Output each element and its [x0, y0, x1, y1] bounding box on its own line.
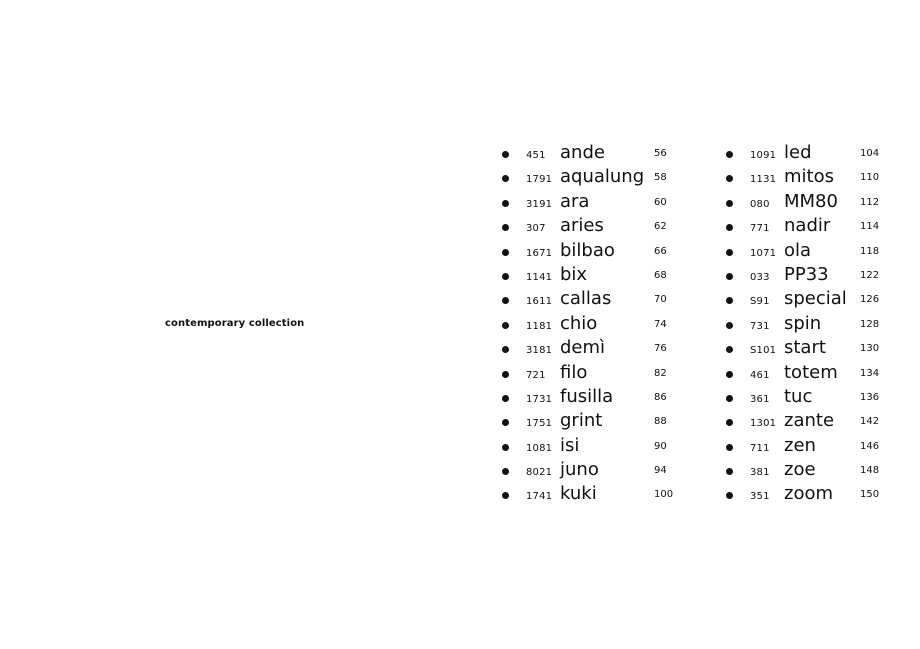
- product-name: ande: [560, 142, 605, 163]
- product-code: 1301: [750, 418, 777, 430]
- product-code: 1181: [526, 320, 553, 332]
- product-name: callas: [560, 288, 612, 310]
- bullet-icon: [726, 249, 733, 256]
- product-code: 451: [526, 150, 546, 161]
- product-code: 1131: [750, 174, 777, 186]
- index-entry: [722, 386, 920, 410]
- bullet-icon: [502, 200, 509, 207]
- index-entry: [498, 410, 698, 434]
- product-name: fusilla: [560, 385, 614, 407]
- index-entry: [498, 483, 698, 507]
- index-entry: [722, 288, 920, 312]
- index-entry: [498, 240, 698, 264]
- index-entry: [498, 459, 698, 483]
- product-name: bix: [560, 263, 588, 285]
- bullet-icon: [502, 273, 509, 280]
- product-code: 461: [750, 369, 770, 381]
- product-code: 1081: [526, 442, 553, 454]
- index-entry: [722, 215, 920, 239]
- page-number: 148: [860, 465, 880, 477]
- bullet-icon: [502, 492, 509, 499]
- page-number: 128: [860, 318, 880, 330]
- product-name: bilbao: [560, 239, 615, 261]
- product-code: 1791: [526, 174, 553, 186]
- product-name: juno: [560, 459, 599, 481]
- page-number: 68: [654, 269, 667, 281]
- bullet-icon: [726, 322, 733, 329]
- page-number: 122: [860, 269, 880, 281]
- index-entry: [498, 313, 698, 337]
- product-name: demì: [560, 337, 606, 359]
- bullet-icon: [502, 444, 509, 451]
- product-code: 3181: [526, 345, 553, 357]
- index-entry: [722, 264, 920, 288]
- bullet-icon: [726, 224, 733, 231]
- product-name: tuc: [784, 385, 813, 407]
- product-code: 771: [750, 223, 770, 235]
- bullet-icon: [502, 175, 509, 182]
- page-number: 126: [860, 294, 880, 306]
- product-name: ola: [784, 239, 812, 261]
- index-entry: [498, 264, 698, 288]
- index-entry: [722, 435, 920, 459]
- product-code: 731: [750, 320, 770, 332]
- product-name: led: [784, 142, 812, 163]
- product-name: aqualung: [560, 166, 645, 188]
- page-number: 100: [654, 489, 674, 501]
- product-code: 1141: [526, 271, 553, 283]
- product-code: 1741: [526, 491, 553, 503]
- index-entry: [722, 337, 920, 361]
- product-name: zante: [784, 410, 835, 432]
- page-number: 60: [654, 196, 667, 208]
- page-number: 66: [654, 245, 667, 257]
- bullet-icon: [502, 371, 509, 378]
- index-entry: [498, 386, 698, 410]
- product-code: 3191: [526, 198, 553, 210]
- product-code: 1671: [526, 247, 553, 259]
- product-name: MM80: [784, 190, 838, 212]
- index-entry: [722, 240, 920, 264]
- bullet-icon: [502, 224, 509, 231]
- bullet-icon: [726, 468, 733, 475]
- bullet-icon: [726, 419, 733, 426]
- bullet-icon: [502, 468, 509, 475]
- page-number: 142: [860, 416, 880, 428]
- product-name: mitos: [784, 166, 834, 188]
- index-entry: [498, 191, 698, 215]
- product-code: 381: [750, 467, 770, 479]
- index-entry: [722, 142, 920, 166]
- index-entry: [498, 166, 698, 190]
- bullet-icon: [502, 249, 509, 256]
- product-code: S101: [750, 345, 777, 357]
- bullet-icon: [502, 297, 509, 304]
- product-name: kuki: [560, 483, 597, 505]
- bullet-icon: [726, 492, 733, 499]
- product-code: 721: [526, 369, 546, 381]
- bullet-icon: [726, 297, 733, 304]
- product-code: 033: [750, 271, 770, 283]
- page-number: 58: [654, 172, 667, 184]
- index-entry: [722, 313, 920, 337]
- product-code: 1751: [526, 418, 553, 430]
- index-entry: [722, 459, 920, 483]
- page-number: 62: [654, 221, 667, 233]
- page-number: 112: [860, 196, 880, 208]
- product-code: 080: [750, 198, 770, 210]
- bullet-icon: [726, 395, 733, 402]
- page-number: 150: [860, 489, 880, 501]
- product-name: start: [784, 337, 826, 359]
- product-code: 361: [750, 393, 770, 405]
- bullet-icon: [502, 346, 509, 353]
- product-name: ara: [560, 190, 590, 212]
- product-name: grint: [560, 410, 603, 432]
- page-number: 136: [860, 391, 880, 403]
- index-entry: [498, 435, 698, 459]
- product-name: aries: [560, 215, 604, 237]
- bullet-icon: [502, 322, 509, 329]
- index-entry: [498, 142, 698, 166]
- index-entry: [498, 337, 698, 361]
- page-number: 88: [654, 416, 667, 428]
- index-column-left: [498, 142, 698, 508]
- product-code: 307: [526, 223, 546, 235]
- bullet-icon: [726, 175, 733, 182]
- product-name: filo: [560, 361, 588, 383]
- page-number: 56: [654, 148, 667, 159]
- page-number: 114: [860, 221, 880, 233]
- product-name: zoe: [784, 459, 816, 481]
- bullet-icon: [726, 200, 733, 207]
- product-name: totem: [784, 361, 838, 383]
- product-name: PP33: [784, 263, 829, 285]
- page-number: 130: [860, 343, 880, 355]
- index-entry: [722, 191, 920, 215]
- product-name: zen: [784, 434, 816, 456]
- index-entry: [722, 410, 920, 434]
- page-number: 118: [860, 245, 880, 257]
- bullet-icon: [502, 151, 509, 158]
- product-name: chio: [560, 312, 598, 334]
- page-number: 110: [860, 172, 880, 184]
- product-code: 711: [750, 442, 770, 454]
- page-number: 76: [654, 343, 667, 355]
- page-number: 70: [654, 294, 667, 306]
- index-entry: [722, 483, 920, 507]
- bullet-icon: [726, 371, 733, 378]
- index-entry: [722, 166, 920, 190]
- product-code: S91: [750, 296, 770, 308]
- bullet-icon: [726, 273, 733, 280]
- product-name: isi: [560, 434, 580, 456]
- product-code: 1071: [750, 247, 777, 259]
- index-entry: [498, 288, 698, 312]
- product-name: special: [784, 288, 847, 310]
- bullet-icon: [726, 151, 733, 158]
- product-name: spin: [784, 312, 822, 334]
- product-code: 1611: [526, 296, 553, 308]
- product-code: 351: [750, 491, 770, 503]
- section-title: contemporary collection: [165, 318, 305, 329]
- page-number: 86: [654, 391, 667, 403]
- page-number: 146: [860, 440, 880, 452]
- index-column-right: [722, 142, 920, 508]
- product-code: 1091: [750, 150, 777, 161]
- page-number: 104: [860, 148, 880, 159]
- product-code: 8021: [526, 467, 553, 479]
- product-name: zoom: [784, 483, 834, 505]
- bullet-icon: [502, 419, 509, 426]
- product-code: 1731: [526, 393, 553, 405]
- index-entry: [498, 362, 698, 386]
- bullet-icon: [726, 346, 733, 353]
- page-number: 74: [654, 318, 667, 330]
- index-entry: [498, 215, 698, 239]
- page-number: 90: [654, 440, 667, 452]
- index-entry: [722, 362, 920, 386]
- product-name: nadir: [784, 215, 831, 237]
- page-number: 82: [654, 367, 667, 379]
- page-number: 94: [654, 465, 667, 477]
- bullet-icon: [502, 395, 509, 402]
- page-number: 134: [860, 367, 880, 379]
- bullet-icon: [726, 444, 733, 451]
